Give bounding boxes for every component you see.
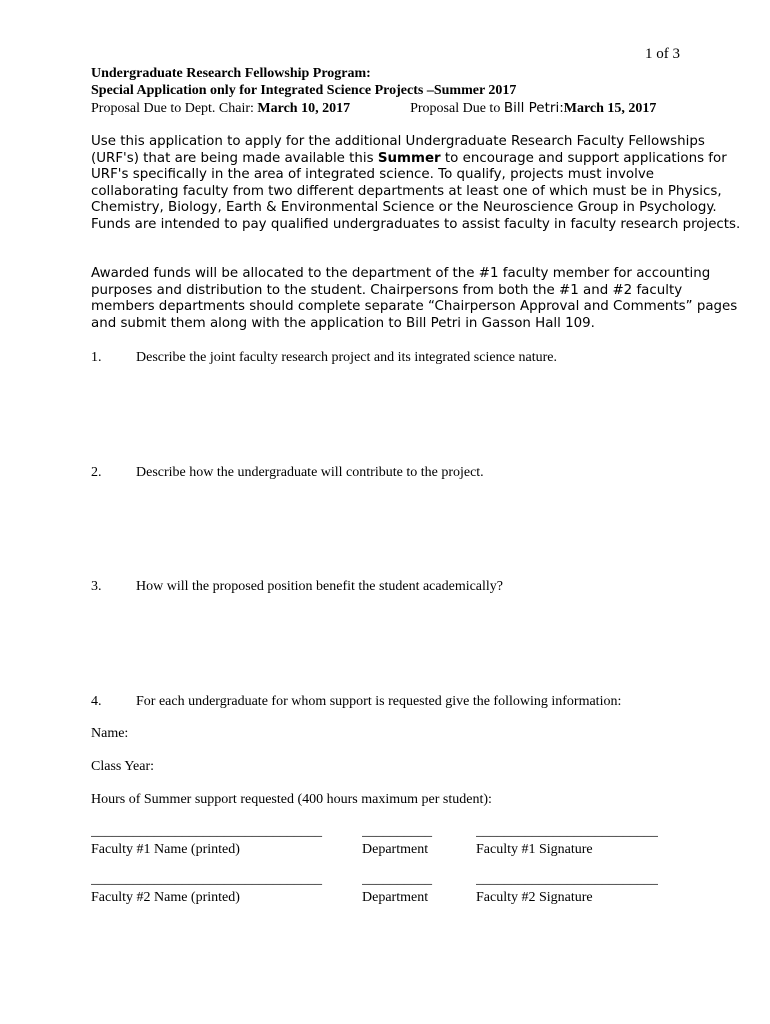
faculty1-dept-line: __________: [362, 824, 432, 839]
faculty2-name-label: Faculty #2 Name (printed): [91, 890, 240, 905]
intro-p1-before: Use this application to apply for the additional Undergraduate Research Faculty Fellowships (URF's) that are being made available this: [91, 134, 705, 166]
due-petri-date: March 15, 2017: [563, 101, 657, 116]
question-1-text: Describe the joint faculty research project and its integrated science nature.: [136, 350, 557, 365]
hours-requested-label: Hours of Summer support requested (400 hours maximum per student):: [91, 792, 492, 807]
faculty2-sig-label: Faculty #2 Signature: [476, 890, 593, 905]
student-name-label: Name:: [91, 726, 129, 741]
faculty1-name-line: _________________________________: [91, 824, 322, 839]
faculty1-sig-line: __________________________: [476, 824, 658, 839]
faculty1-sig-label: Faculty #1 Signature: [476, 842, 593, 857]
question-1-number: 1.: [91, 350, 102, 365]
faculty2-dept-label: Department: [362, 890, 429, 905]
faculty1-name-label: Faculty #1 Name (printed): [91, 842, 240, 857]
due-petri-label: Proposal Due to: [410, 101, 504, 116]
page-number: 1 of 3: [645, 46, 680, 62]
faculty2-name-line: _________________________________: [91, 872, 322, 887]
due-chair-date: March 10, 2017: [257, 101, 351, 116]
program-title: Undergraduate Research Fellowship Program:: [91, 66, 371, 81]
question-4-text: For each undergraduate for whom support is requested give the following information:: [136, 694, 622, 709]
question-2-number: 2.: [91, 465, 102, 480]
intro-paragraph-1: [91, 134, 741, 233]
due-petri-name: Bill Petri:: [503, 100, 564, 116]
question-3-number: 3.: [91, 579, 102, 594]
intro-p1-after: to encourage and support applications for URF's specifically in the area of integrated science. To qualify, projects must involve collaborating faculty from two different departments at least one of which must be in Physics, Chemistry, Biology, Earth & Environmental Science or the Neuroscience Group in Psychology. Funds are intended to pay qualified undergraduates to assist faculty in faculty research projects.: [91, 150, 741, 232]
application-subtitle: Special Application only for Integrated Science Projects –Summer 2017: [91, 83, 517, 98]
due-dates-line: [91, 100, 656, 117]
class-year-label: Class Year:: [91, 759, 155, 774]
faculty2-sig-line: __________________________: [476, 872, 658, 887]
question-3-text: How will the proposed position benefit the student academically?: [136, 579, 504, 594]
question-4-number: 4.: [91, 694, 102, 709]
due-chair-label: Proposal Due to Dept. Chair:: [91, 101, 258, 116]
intro-paragraph-2: Awarded funds will be allocated to the department of the #1 faculty member for accounting purposes and distribution to the student. Chairpersons from both the #1 and #2 faculty members departments should complete separate “Chairperson Approval and Comments” pages and submit them along with the application to Bill Petri in Gasson Hall 109.: [91, 266, 738, 331]
question-2-text: Describe how the undergraduate will contribute to the project.: [136, 465, 484, 480]
faculty1-dept-label: Department: [362, 842, 429, 857]
faculty2-dept-line: __________: [362, 872, 432, 887]
intro-p1-bold: Summer: [377, 150, 441, 166]
